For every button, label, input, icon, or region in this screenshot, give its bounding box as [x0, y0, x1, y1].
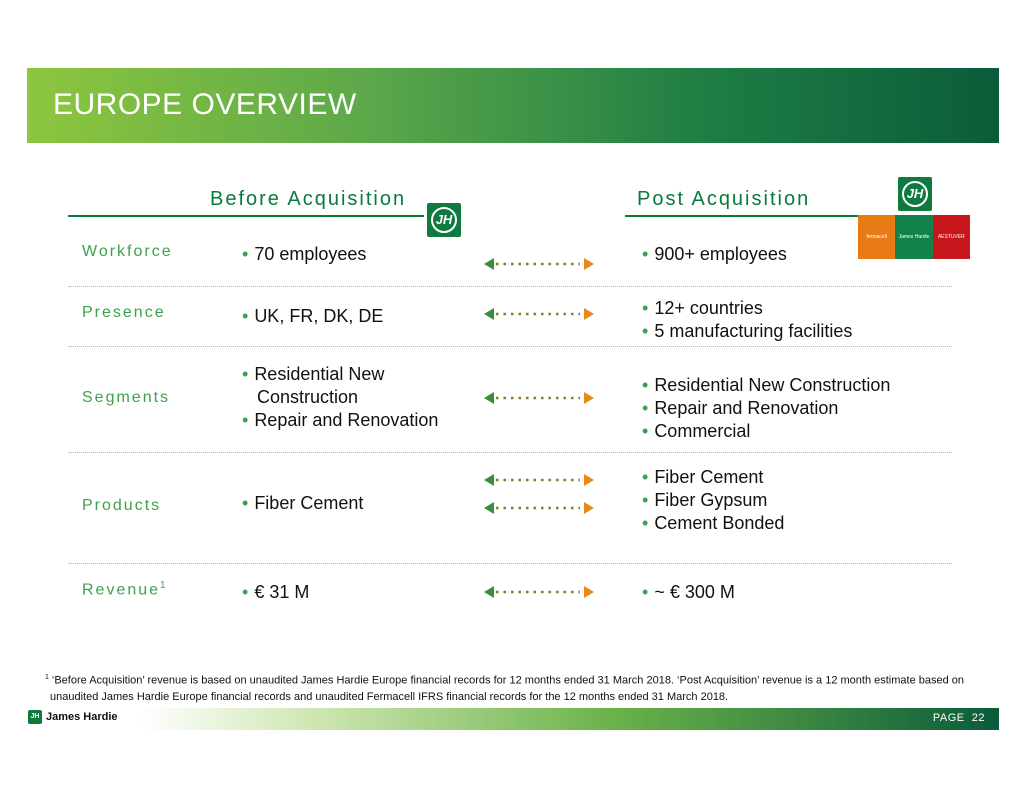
- row-label-segments: Segments: [82, 389, 171, 406]
- row-label-workforce: Workforce: [82, 243, 173, 260]
- compare-arrow-icon: [484, 258, 594, 270]
- compare-arrow-icon: [484, 586, 594, 598]
- james-hardie-logo: James Hardie: [895, 215, 932, 259]
- title-bar: [27, 68, 999, 143]
- before-workforce: • 70 employees: [242, 244, 367, 264]
- column-header-post: Post Acquisition: [637, 188, 811, 210]
- column-header-before: Before Acquisition: [210, 188, 407, 210]
- company-name: James Hardie: [46, 711, 118, 723]
- jh-logo-icon: JH: [898, 177, 932, 211]
- before-products: • Fiber Cement: [242, 493, 364, 513]
- compare-arrow-icon: [484, 392, 594, 404]
- compare-arrow-icon: [484, 502, 594, 514]
- column-underline-post: [625, 215, 860, 217]
- jh-logo-icon: JH: [427, 203, 461, 237]
- post-revenue: • ~ € 300 M: [642, 582, 735, 602]
- footer-bar: [140, 708, 999, 730]
- column-underline-before: [68, 215, 424, 217]
- post-segments: • Residential New Construction • Repair and Renovation • Commercial: [642, 375, 891, 441]
- footnote: $^1$ ‘Before Acquisition’ revenue is based on unaudited James Hardie Europe financial records for 12 months ended 31 March 2018. ‘Post Acquisition’ revenue is a 12 month estimate based on unaudited James Hardie Europe financial records and unaudited Fermacell IFRS financial records for the 12 months ended 31 March 2018.: [45, 674, 965, 703]
- before-revenue: • € 31 M: [242, 582, 310, 602]
- post-presence: • 12+ countries • 5 manufacturing facilities: [642, 298, 853, 341]
- aestuver-logo: AESTUVER: [933, 215, 970, 259]
- row-label-products: Products: [82, 497, 162, 514]
- fermacell-logo: fermacell: [858, 215, 895, 259]
- compare-arrow-icon: [484, 308, 594, 320]
- brand-logos: [858, 215, 970, 259]
- compare-arrow-icon: [484, 474, 594, 486]
- before-presence: • UK, FR, DK, DE: [242, 306, 384, 326]
- post-products: • Fiber Cement • Fiber Gypsum • Cement Bonded: [642, 467, 785, 533]
- row-divider: [68, 452, 952, 453]
- page-title: EUROPE OVERVIEW: [53, 88, 357, 121]
- page-number: PAGE 22: [932, 712, 985, 724]
- row-divider: [68, 286, 952, 287]
- row-divider: [68, 563, 952, 564]
- footer-logo: [28, 708, 138, 726]
- row-label-presence: Presence: [82, 304, 166, 321]
- jh-logo-icon: JH: [28, 710, 42, 724]
- before-segments: • Residential New Construction • Repair and Renovation: [242, 364, 439, 430]
- post-workforce: • 900+ employees: [642, 244, 787, 264]
- row-divider: [68, 346, 952, 347]
- row-label-revenue: Revenue$^1$: [82, 580, 166, 599]
